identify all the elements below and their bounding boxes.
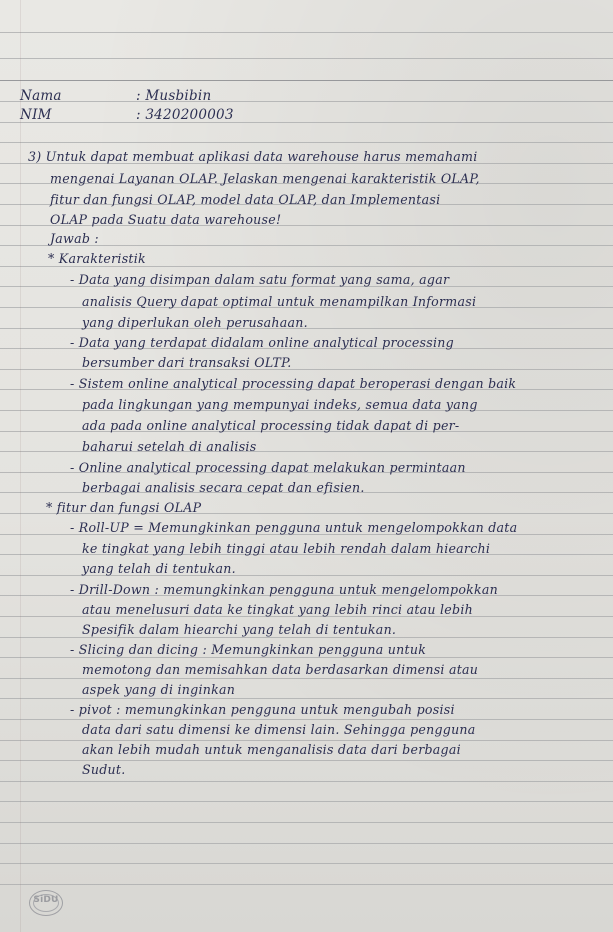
answer-line: data dari satu dimensi ke dimensi lain. Sehingga pengguna	[82, 722, 476, 737]
nim-value: : 3420200003	[136, 107, 234, 123]
answer-line: memotong dan memisahkan data berdasarkan dimensi atau	[82, 662, 479, 677]
answer-line: - Online analytical processing dapat melakukan permintaan	[70, 460, 466, 475]
answer-line: pada lingkungan yang mempunyai indeks, semua data yang	[82, 397, 478, 412]
answer-line: - Slicing dan dicing : Memungkinkan pengguna untuk	[70, 642, 427, 657]
answer-label: Jawab :	[50, 231, 99, 246]
question-line: 3) Untuk dapat membuat aplikasi data warehouse harus memahami	[28, 149, 478, 164]
rule-line	[0, 781, 613, 782]
answer-line: analisis Query dapat optimal untuk menampilkan Informasi	[82, 294, 477, 309]
name-label: Nama	[20, 88, 62, 104]
answer-line: atau menelusuri data ke tingkat yang lebih rinci atau lebih	[82, 602, 473, 617]
logo-text: SiDU	[33, 895, 59, 905]
name-value: : Musbibin	[136, 88, 212, 104]
answer-line: Sudut.	[82, 762, 126, 777]
rule-line	[0, 884, 613, 885]
answer-line: berbagai analisis secara cepat dan efisien.	[82, 480, 365, 495]
sidu-logo	[29, 890, 63, 916]
rule-line	[0, 822, 613, 823]
rule-line	[0, 101, 613, 102]
page-margin	[20, 0, 21, 932]
question-line: fitur dan fungsi OLAP, model data OLAP, dan Implementasi	[50, 192, 441, 207]
rule-line	[0, 863, 613, 864]
rule-line	[0, 122, 613, 123]
rule-line	[0, 801, 613, 802]
rule-line	[0, 80, 613, 81]
answer-line: - Roll-UP = Memungkinkan pengguna untuk mengelompokkan data	[70, 520, 518, 535]
rule-line	[0, 142, 613, 143]
answer-line: - Data yang terdapat didalam online analytical processing	[70, 335, 454, 350]
answer-line: akan lebih mudah untuk menganalisis data dari berbagai	[82, 742, 461, 757]
answer-line: baharui setelah di analisis	[82, 439, 257, 454]
section-heading: * fitur dan fungsi OLAP	[46, 500, 202, 515]
answer-line: aspek yang di inginkan	[82, 682, 236, 697]
question-line: OLAP pada Suatu data warehouse!	[50, 212, 282, 227]
section-heading: * Karakteristik	[48, 251, 146, 266]
nim-label: NIM	[20, 107, 52, 123]
answer-line: - Drill-Down : memungkinkan pengguna untuk mengelompokkan	[70, 582, 499, 597]
answer-line: yang diperlukan oleh perusahaan.	[82, 315, 308, 330]
question-line: mengenai Layanan OLAP. Jelaskan mengenai karakteristik OLAP,	[50, 171, 480, 186]
answer-line: ke tingkat yang lebih tinggi atau lebih rendah dalam hiearchi	[82, 541, 491, 556]
answer-line: - Data yang disimpan dalam satu format yang sama, agar	[70, 272, 450, 287]
answer-line: yang telah di tentukan.	[82, 561, 236, 576]
rule-line	[0, 843, 613, 844]
answer-line: ada pada online analytical processing tidak dapat di per-	[82, 418, 460, 433]
answer-line: bersumber dari transaksi OLTP.	[82, 355, 292, 370]
answer-line: - pivot : memungkinkan pengguna untuk mengubah posisi	[70, 702, 455, 717]
rule-line	[0, 58, 613, 59]
answer-line: Spesifik dalam hiearchi yang telah di tentukan.	[82, 622, 397, 637]
answer-line: - Sistem online analytical processing dapat beroperasi dengan baik	[70, 376, 517, 391]
rule-line	[0, 32, 613, 33]
